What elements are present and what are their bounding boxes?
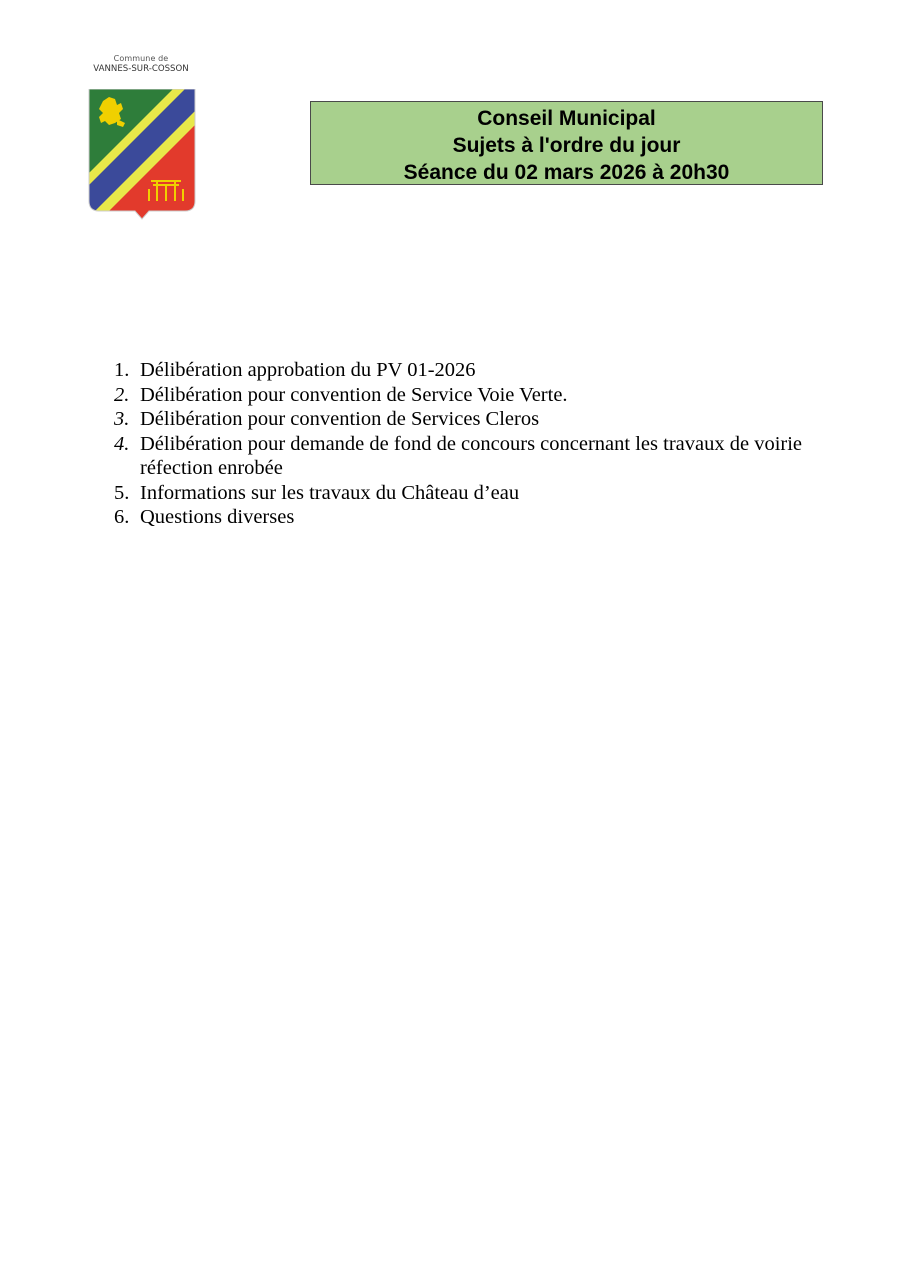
logo-commune-label: Commune de xyxy=(113,54,169,63)
item-number: 3. xyxy=(114,408,130,430)
list-item xyxy=(108,432,838,481)
title-council: Conseil Municipal xyxy=(477,107,656,130)
list-item xyxy=(108,358,838,383)
item-text: Délibération pour convention de Services Cleros xyxy=(140,408,540,430)
agenda-list xyxy=(108,358,838,530)
title-session-date: Séance du 02 mars 2026 à 20h30 xyxy=(403,161,730,184)
list-item xyxy=(108,407,838,432)
title-box xyxy=(310,101,823,185)
item-text: Délibération approbation du PV 01-2026 xyxy=(140,359,476,381)
commune-logo xyxy=(84,54,198,74)
item-text: Délibération pour convention de Service Voie Verte. xyxy=(140,383,568,406)
item-number: 2. xyxy=(114,383,130,406)
title-agenda: Sujets à l'ordre du jour xyxy=(452,134,681,157)
item-number: 6. xyxy=(114,506,130,528)
logo-town-name: VANNES-SUR-COSSON xyxy=(93,64,189,74)
item-text: Questions diverses xyxy=(140,506,295,528)
item-number: 5. xyxy=(114,481,130,504)
item-text: Délibération pour demande de fond de concours concernant les travaux de voirie réfection enrobée xyxy=(140,432,803,479)
list-item xyxy=(108,481,838,506)
coat-of-arms-icon xyxy=(87,89,197,221)
item-number: 1. xyxy=(114,359,130,381)
list-item xyxy=(108,505,838,530)
item-number: 4. xyxy=(114,432,130,455)
list-item xyxy=(108,383,838,408)
item-text: Informations sur les travaux du Château d’eau xyxy=(140,481,520,504)
